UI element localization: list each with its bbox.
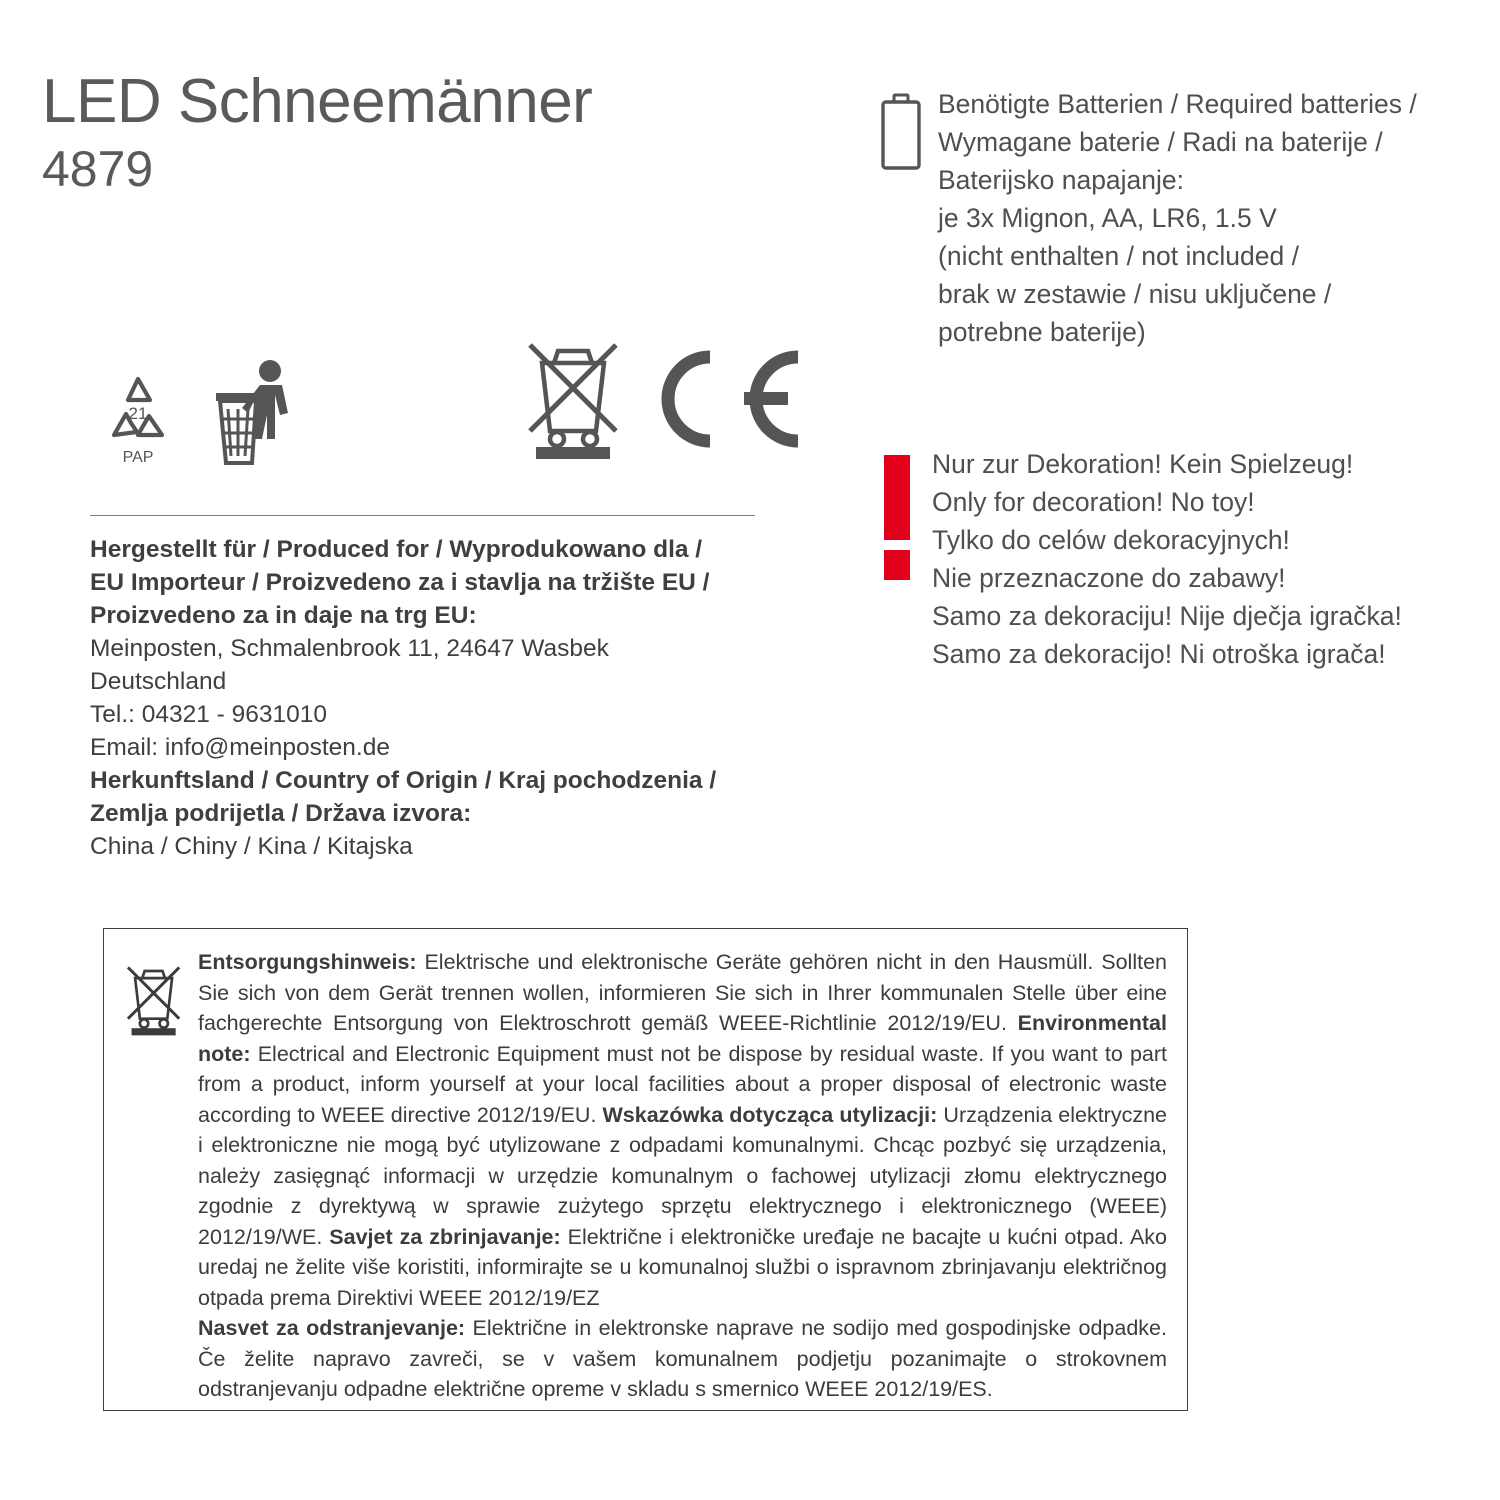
disposal-note-box xyxy=(103,928,1188,1411)
pap-label: PAP xyxy=(122,449,154,466)
divider xyxy=(90,515,755,516)
warning-line: Tylko do celów dekoracyjnych! xyxy=(932,525,1290,555)
disposal-body: Električne i elektroničke uređaje ne bacajte u kućni otpad. Ako uredaj ne želite više koristiti, informirajte se u komunalnoj službi o ispravnom zbrinjavanju električnog otpada prema Direktivi WEEE 2012/19/EZ xyxy=(198,1224,1167,1310)
manufacturer-heading-line: Hergestellt für / Produced for / Wyprodukowano dla / xyxy=(90,536,703,563)
warning-line: Nie przeznaczone do zabawy! xyxy=(932,563,1286,593)
battery-line: je 3x Mignon, AA, LR6, 1.5 V xyxy=(938,203,1277,233)
disposal-body: Urządzenia elektryczne i elektroniczne nie mogą być utylizowane z odpadami komunalnymi. Chcąc pozbyć się urządzenia, należy zasięgnąć informacji w urzędzie komunalnym o fachowej utylizacji złomu elektrycznego zgodnie z dyrektywą w sprawie zużytego sprzętu elektrycznego i elektronicznego (WEEE) 2012/19/WE. xyxy=(198,1102,1167,1249)
origin-heading-line: Zemlja podrijetla / Država izvora: xyxy=(90,800,472,827)
title-block xyxy=(42,68,862,198)
battery-line: (nicht enthalten / not included / xyxy=(938,241,1299,271)
disposal-label: Environmental note: xyxy=(198,1011,1167,1066)
origin-heading-line: Herkunftsland / Country of Origin / Kraj pochodzenia / xyxy=(90,767,717,794)
disposal-body: Električne in elektronske naprave ne sodijo med gospodinjske odpadke. Če želite napravo zavreči, se v vašem komunalnem podjetju pozanimajte o strokovnem odstranjevanju odpadne električne opreme v skladu s smernico WEEE 2012/19/ES. xyxy=(198,1316,1167,1401)
ce-marking-icon xyxy=(648,349,813,454)
battery-icon xyxy=(880,93,922,351)
disposal-label: Nasvet za odstranjevanje: xyxy=(198,1316,466,1340)
disposal-label: Savjet za zbrinjavanje: xyxy=(329,1224,561,1249)
tidyman-bin-icon xyxy=(212,353,308,478)
disposal-body: Elektrische und elektronische Geräte gehören nicht in den Hausmüll. Sollten Sie sich von dem Gerät trennen wollen, informieren Sie sich in Ihrer kommunalen Stelle über eine fachgerechte Entsorgung von Elektroschrott gemäß WEEE-Richtlinie 2012/19/EU. xyxy=(198,950,1167,1035)
weee-crossed-out-bin-icon xyxy=(520,335,624,466)
battery-requirements-block xyxy=(880,85,1480,351)
product-code: 4879 xyxy=(42,141,154,197)
battery-line: Benötigte Batterien / Required batteries / xyxy=(938,89,1417,119)
origin-value: China / Chiny / Kina / Kitajska xyxy=(90,833,413,860)
warning-block xyxy=(880,445,1490,673)
manufacturer-block xyxy=(90,515,790,863)
manufacturer-phone: Tel.: 04321 - 9631010 xyxy=(90,701,328,728)
compliance-symbols-row xyxy=(88,325,808,485)
battery-line: potrebne baterije) xyxy=(938,317,1146,347)
warning-text xyxy=(932,445,1402,673)
exclamation-mark-icon xyxy=(880,455,914,673)
pap-number: 21 xyxy=(128,404,148,423)
warning-line: Only for decoration! No toy! xyxy=(932,487,1255,517)
battery-line: brak w zestawie / nisu uključene / xyxy=(938,279,1332,309)
disposal-text xyxy=(198,947,1167,1400)
battery-line: Baterijsko napajanje: xyxy=(938,165,1185,195)
warning-line: Samo za dekoracijo! Ni otroška igrača! xyxy=(932,639,1386,669)
pap-21-recycling-icon xyxy=(92,367,184,472)
disposal-body: Electrical and Electronic Equipment must not be dispose by residual waste. If you want to part from a product, inform yourself at your local facilities about a proper disposal of electronic waste according to WEEE directive 2012/19/EU. xyxy=(198,1041,1167,1127)
manufacturer-email: Email: info@meinposten.de xyxy=(90,734,390,761)
warning-line: Samo za dekoraciju! Nije dječja igračka! xyxy=(932,601,1402,631)
warning-line: Nur zur Dekoration! Kein Spielzeug! xyxy=(932,449,1354,479)
disposal-label: Wskazówka dotycząca utylizacji: xyxy=(602,1102,938,1127)
disposal-label: Entsorgungshinweis: xyxy=(198,950,417,974)
manufacturer-heading-line: Proizvedeno za in daje na trg EU: xyxy=(90,602,477,629)
battery-line: Wymagane baterie / Radi na baterije / xyxy=(938,127,1383,157)
manufacturer-heading-line: EU Importeur / Proizvedeno za i stavlja na tržište EU / xyxy=(90,569,710,596)
page-title: LED Schneemänner xyxy=(42,67,593,136)
manufacturer-address-line: Meinposten, Schmalenbrook 11, 24647 Wasbek xyxy=(90,635,609,662)
manufacturer-address-line: Deutschland xyxy=(90,668,227,695)
weee-crossed-out-bin-icon xyxy=(122,953,184,1400)
battery-text xyxy=(938,85,1417,351)
